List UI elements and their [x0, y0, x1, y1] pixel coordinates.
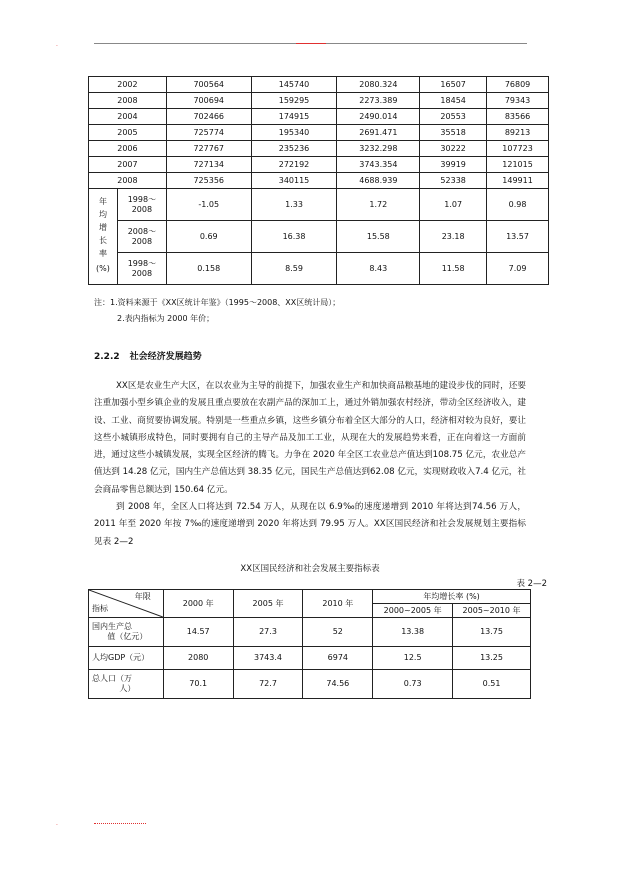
- year-cell: 2008: [89, 93, 167, 109]
- table-row: [89, 157, 549, 173]
- value-cell: 727134: [166, 157, 251, 173]
- value-cell: 145740: [251, 77, 337, 93]
- growth-value-cell: 15.58: [337, 221, 420, 253]
- period-cell: [117, 189, 166, 221]
- value-cell: 30222: [420, 141, 487, 157]
- indicator-name: 人均GDP（元）: [92, 653, 150, 662]
- table-note-source: 注：1.资料来源于《XX区统计年鉴》（1995～2008、XX区统计局）；: [94, 298, 341, 307]
- growth-period-header: 2005~2010 年: [453, 604, 531, 618]
- body-text: [94, 378, 526, 551]
- value-cell: 700694: [166, 93, 251, 109]
- table-row: [89, 77, 549, 93]
- period-start: 2008～: [127, 226, 157, 236]
- table-row: [89, 670, 531, 699]
- statistics-table: [88, 76, 549, 285]
- year-header: 2000 年: [163, 590, 233, 618]
- value-cell: 89213: [487, 125, 549, 141]
- value-cell: 13.38: [373, 618, 453, 647]
- period-end: 2008: [131, 204, 153, 214]
- value-cell: 2080: [163, 647, 233, 670]
- paragraph-2: 到 2008 年，全区人口将达到 72.54 万人，从现在以 6.9‰的速度递增到 2010 年将达到74.56 万人，2011 年至 2020 年按 7‰的速度递增到 2020 年将达到 79.95 万人。XX区国民经济和社会发展规划主要指标见表 2—2: [94, 502, 526, 547]
- value-cell: 72.7: [233, 670, 303, 699]
- growth-value-cell: 16.38: [251, 221, 337, 253]
- table-note-price: 2.表内指标为 2000 年价；: [117, 314, 215, 323]
- growth-value-cell: 0.158: [166, 253, 251, 285]
- growth-rate-label: [89, 189, 118, 285]
- corner-indicator: 指标: [92, 604, 108, 613]
- period-cell: [117, 221, 166, 253]
- value-cell: 20553: [420, 109, 487, 125]
- table-row: [89, 109, 549, 125]
- growth-row: [89, 221, 549, 253]
- indicator-name-cell: [89, 647, 164, 670]
- value-cell: 4688.939: [337, 173, 420, 189]
- value-cell: 79343: [487, 93, 549, 109]
- value-cell: 2080.324: [337, 77, 420, 93]
- value-cell: 2490.014: [337, 109, 420, 125]
- section-number: 2.2.2: [94, 352, 120, 362]
- indicator-name: 总人口（万: [92, 674, 132, 683]
- indicator-name: 国内生产总: [92, 622, 132, 631]
- year-cell: 2004: [89, 109, 167, 125]
- growth-value-cell: 8.59: [251, 253, 337, 285]
- value-cell: 235236: [251, 141, 337, 157]
- header-accent: [296, 43, 326, 44]
- value-cell: 727767: [166, 141, 251, 157]
- value-cell: 16507: [420, 77, 487, 93]
- year-cell: 2007: [89, 157, 167, 173]
- period-end: 2008: [131, 236, 153, 246]
- value-cell: 121015: [487, 157, 549, 173]
- year-cell: 2008: [89, 173, 167, 189]
- value-cell: 149911: [487, 173, 549, 189]
- growth-value-cell: 1.33: [251, 189, 337, 221]
- value-cell: 18454: [420, 93, 487, 109]
- footer-accent: [94, 823, 146, 824]
- value-cell: 159295: [251, 93, 337, 109]
- section-heading: [94, 349, 212, 362]
- paragraph-1: XX区是农业生产大区，在以农业为主导的前提下，加强农业生产和加快商品粮基地的建设步伐的同时，还要注重加强小型乡镇企业的发展且重点要放在农副产品的深加工上，通过外销加强农村经济，带动全区经济收入，建设、工业、商贸要协调发展。特别是一些重点乡镇，这些乡镇分布着全区大部分的人口，经济相对较为良好，要让这些小城镇形成特色，同时要拥有自己的主导产品及加工工业，从现在大的发展趋势来看，正在向着这一方面前进，通过这些小城镇发展，实现全区经济的腾飞。力争在 2020 年全区工农业总产值达到108.75 亿元，农业总产值达到 14.28 亿元，国内生产总值达到 38.35 亿元，国民生产总值达到62.08 亿元，实现财政收入7.4 亿元，社会商品零售总额达到 150.64 亿元。: [94, 381, 526, 495]
- value-cell: 3743.4: [233, 647, 303, 670]
- table2-number: 表 2—2: [516, 579, 547, 589]
- value-cell: 0.51: [453, 670, 531, 699]
- value-cell: 74.56: [303, 670, 373, 699]
- growth-value-cell: 0.69: [166, 221, 251, 253]
- growth-rate-label-char: 增: [98, 223, 107, 232]
- growth-value-cell: 23.18: [420, 221, 487, 253]
- year-cell: 2006: [89, 141, 167, 157]
- value-cell: 195340: [251, 125, 337, 141]
- value-cell: 2273.389: [337, 93, 420, 109]
- growth-value-cell: 1.72: [337, 189, 420, 221]
- growth-value-cell: 0.98: [487, 189, 549, 221]
- growth-value-cell: 8.43: [337, 253, 420, 285]
- table-row: [89, 141, 549, 157]
- growth-value-cell: 1.07: [420, 189, 487, 221]
- corner-header: [89, 590, 164, 618]
- value-cell: 14.57: [163, 618, 233, 647]
- year-header: 2010 年: [303, 590, 373, 618]
- period-end: 2008: [131, 268, 153, 278]
- value-cell: 76809: [487, 77, 549, 93]
- value-cell: 12.5: [373, 647, 453, 670]
- value-cell: 725356: [166, 173, 251, 189]
- table-row: [89, 618, 531, 647]
- growth-value-cell: 13.57: [487, 221, 549, 253]
- margin-mark-bottom: ·: [56, 822, 58, 829]
- period-cell: [117, 253, 166, 285]
- value-cell: 0.73: [373, 670, 453, 699]
- value-cell: 702466: [166, 109, 251, 125]
- growth-rate-label-char: 长: [98, 236, 107, 245]
- growth-header: 年均增长率 (%): [373, 590, 531, 604]
- table-row: [89, 93, 549, 109]
- growth-value-cell: -1.05: [166, 189, 251, 221]
- value-cell: 3743.354: [337, 157, 420, 173]
- value-cell: 13.75: [453, 618, 531, 647]
- indicator-unit: 值（亿元）: [107, 632, 148, 641]
- value-cell: 107723: [487, 141, 549, 157]
- table-row: [89, 125, 549, 141]
- growth-row: [89, 189, 549, 221]
- value-cell: 6974: [303, 647, 373, 670]
- year-cell: 2002: [89, 77, 167, 93]
- growth-value-cell: 11.58: [420, 253, 487, 285]
- growth-value-cell: 7.09: [487, 253, 549, 285]
- value-cell: 13.25: [453, 647, 531, 670]
- period-start: 1998～: [127, 194, 157, 204]
- value-cell: 3232.298: [337, 141, 420, 157]
- year-cell: 2005: [89, 125, 167, 141]
- indicator-table: [88, 589, 531, 699]
- value-cell: 700564: [166, 77, 251, 93]
- table2-caption: XX区国民经济和社会发展主要指标表: [240, 564, 380, 574]
- growth-rate-label-char: (%): [96, 264, 110, 273]
- section-title: 社会经济发展趋势: [129, 352, 202, 362]
- period-start: 1998～: [127, 258, 157, 268]
- value-cell: 174915: [251, 109, 337, 125]
- value-cell: 2691.471: [337, 125, 420, 141]
- growth-rate-label-char: 率: [98, 249, 107, 258]
- indicator-name-cell: [89, 670, 164, 699]
- margin-mark-top: ·: [56, 43, 58, 50]
- table-row: [89, 647, 531, 670]
- value-cell: 39919: [420, 157, 487, 173]
- value-cell: 340115: [251, 173, 337, 189]
- growth-period-header: 2000~2005 年: [373, 604, 453, 618]
- value-cell: 725774: [166, 125, 251, 141]
- indicator-name-cell: [89, 618, 164, 647]
- table-row: [89, 173, 549, 189]
- corner-years: 年限: [134, 592, 151, 601]
- value-cell: 272192: [251, 157, 337, 173]
- value-cell: 35518: [420, 125, 487, 141]
- growth-rate-label-char: 年: [98, 197, 107, 206]
- value-cell: 52338: [420, 173, 487, 189]
- value-cell: 83566: [487, 109, 549, 125]
- growth-rate-label-char: 均: [98, 210, 107, 219]
- growth-row: [89, 253, 549, 285]
- value-cell: 27.3: [233, 618, 303, 647]
- year-header: 2005 年: [233, 590, 303, 618]
- value-cell: 70.1: [163, 670, 233, 699]
- value-cell: 52: [303, 618, 373, 647]
- indicator-unit: 人）: [119, 684, 136, 693]
